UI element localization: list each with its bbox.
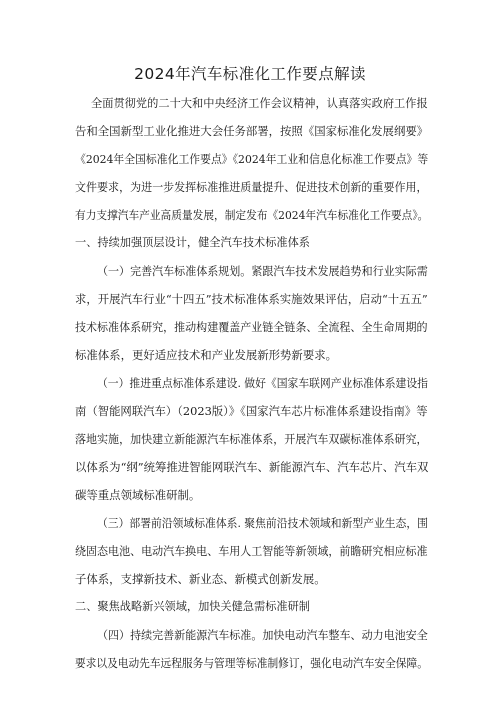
paragraph-line: 以体系为“纲”统筹推进智能网联汽车、新能源汽车、汽车芯片、汽车双 xyxy=(75,460,429,474)
intro-line: 有力支撑汽车产业高质量发展，制定发布《2024年汽车标准化工作要点》。 xyxy=(75,208,429,222)
document-title: 2024年汽车标准化工作要点解读 xyxy=(134,65,366,83)
paragraph-line: 要求以及电动先车远程服务与管理等标准制修订，强化电动汽车安全保障。 xyxy=(75,656,428,670)
paragraph-line: （一）推进重点标准体系建设. 做好《国家车联网产业标准体系建设指 xyxy=(97,376,428,390)
intro-line: 全面贯彻党的二十大和中央经济工作会议精神，认真落实政府工作报 xyxy=(91,96,428,110)
intro-line: 《2024年全国标准化工作要点》《2024年工业和信息化标准工作要点》等 xyxy=(75,152,429,166)
paragraph-line: 碳等重点领域标准研制。 xyxy=(75,488,201,502)
intro-line: 文件要求，为进一步发挥标准推进质量提升、促进技术创新的重要作用， xyxy=(75,180,428,194)
paragraph-line: （三）部署前沿领域标准体系. 聚焦前沿技术领域和新型产业生态，围 xyxy=(97,516,428,530)
section-heading: 一、持续加强顶层设计，健全汽车技术标准体系 xyxy=(75,236,310,249)
section-heading: 二、聚焦战略新兴领域，加快关健急需标准研制 xyxy=(75,600,310,613)
paragraph-line: 南（智能网联汽车）（2023版）》《国家汽车芯片标准体系建设指南》等 xyxy=(75,404,428,418)
paragraph-line: 子体系，支撑新技术、新业态、新模式创新发展。 xyxy=(75,572,326,586)
paragraph-line: （四）持续完善新能源汽车标准。加快电动汽车整车、动力电池安全 xyxy=(97,628,428,642)
paragraph-line: 技术标准体系研究，推动构建覆盖产业链全链条、全流程、全生命周期的 xyxy=(75,320,428,334)
paragraph-line: （一）完善汽车标准体系规划。紧跟汽车技术发展趋势和行业实际需 xyxy=(97,264,428,278)
paragraph-line: 落地实施，加快建立新能源汽车标准体系，开展汽车双碳标准体系研究， xyxy=(75,432,428,446)
intro-line: 告和全国新型工业化推进大会任务部署，按照《国家标准化发展纲要》 xyxy=(75,124,429,138)
paragraph-line: 标准体系，更好适应技术和产业发展新形势新要求。 xyxy=(75,348,337,362)
paragraph-line: 绕固态电池、电动汽车换电、车用人工智能等新领域，前瞻研究相应标准 xyxy=(75,544,428,558)
paragraph-line: 求，开展汽车行业“十四五”技术标准体系实施效果评估，启动“十五五” xyxy=(75,292,428,306)
